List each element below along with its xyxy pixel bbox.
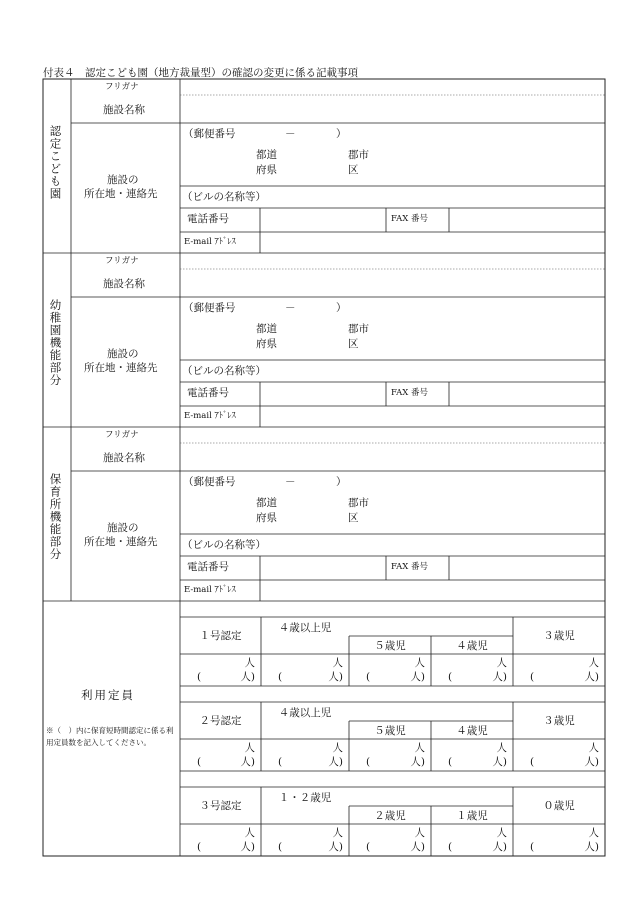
paren-open: ( xyxy=(197,671,202,683)
furigana-label: フリガナ xyxy=(105,430,139,440)
unit-label: 人 xyxy=(332,742,343,754)
capacity-note: ※（ ）内に保育短時間認定に係る利用定員数を記入してください。 xyxy=(46,726,174,747)
address-label-line2: 所在地・連絡先 xyxy=(84,536,158,548)
furigana-input[interactable] xyxy=(181,428,604,442)
postal-dash: － xyxy=(285,476,296,488)
paren-open: ( xyxy=(530,671,535,683)
tel-label: 電話番号 xyxy=(187,387,229,399)
furigana-label: フリガナ xyxy=(105,256,139,266)
age-class-label: ２歳児 xyxy=(374,810,406,822)
short-time-unit: 人) xyxy=(410,841,425,853)
building-label: （ビルの名称等） xyxy=(182,365,266,377)
facility-name-label: 施設名称 xyxy=(103,452,145,464)
unit-label: 人 xyxy=(244,742,255,754)
section-label: 幼稚園機能部分 xyxy=(48,299,63,387)
age-class-label: ５歳児 xyxy=(374,725,406,737)
postal-close: ） xyxy=(336,302,347,314)
facility-name-label: 施設名称 xyxy=(103,104,145,116)
prefecture-label-1: 都道 xyxy=(256,497,277,509)
address-label-line2: 所在地・連絡先 xyxy=(84,362,158,374)
short-time-unit: 人) xyxy=(492,756,507,768)
cert-type-label: １号認定 xyxy=(199,630,242,642)
short-time-unit: 人) xyxy=(328,756,343,768)
age-group-label: ４歳以上児 xyxy=(278,707,332,719)
paren-open: ( xyxy=(530,756,535,768)
fax-label: FAX 番号 xyxy=(391,388,429,398)
email-input[interactable] xyxy=(261,581,604,601)
tel-input[interactable] xyxy=(261,209,385,232)
paren-open: ( xyxy=(197,841,202,853)
short-time-unit: 人) xyxy=(328,671,343,683)
short-time-unit: 人) xyxy=(584,841,599,853)
email-input[interactable] xyxy=(261,407,604,427)
building-input[interactable] xyxy=(181,535,604,556)
building-input[interactable] xyxy=(181,187,604,208)
paren-open: ( xyxy=(448,671,453,683)
short-time-unit: 人) xyxy=(240,671,255,683)
age-class-label: ４歳児 xyxy=(456,640,488,652)
short-time-unit: 人) xyxy=(410,671,425,683)
unit-label: 人 xyxy=(332,827,343,839)
unit-label: 人 xyxy=(414,827,425,839)
tel-input[interactable] xyxy=(261,383,385,406)
age-group-label: ４歳以上児 xyxy=(278,622,332,634)
paren-open: ( xyxy=(278,756,283,768)
unit-label: 人 xyxy=(414,657,425,669)
cert-type-label: ２号認定 xyxy=(199,715,242,727)
building-label: （ビルの名称等） xyxy=(182,191,266,203)
unit-label: 人 xyxy=(588,657,599,669)
prefecture-label-1: 都道 xyxy=(256,323,277,335)
facility-name-input[interactable] xyxy=(181,444,604,471)
email-label: E-mail ｱﾄﾞﾚｽ xyxy=(184,411,236,421)
age-group-label: １・２歳児 xyxy=(278,792,332,804)
city-label-1: 郡市 xyxy=(348,323,369,335)
short-time-unit: 人) xyxy=(328,841,343,853)
city-label-2: 区 xyxy=(348,164,359,176)
short-time-unit: 人) xyxy=(240,841,255,853)
building-input[interactable] xyxy=(181,361,604,382)
short-time-unit: 人) xyxy=(492,841,507,853)
age-class-label: ３歳児 xyxy=(543,715,575,727)
fax-input[interactable] xyxy=(450,557,604,580)
postal-close: ） xyxy=(336,128,347,140)
email-label: E-mail ｱﾄﾞﾚｽ xyxy=(184,585,236,595)
postal-code-label: （郵便番号 xyxy=(183,128,236,140)
page-title: 付表４ 認定こども園（地方裁量型）の確認の変更に係る記載事項 xyxy=(43,67,358,79)
unit-label: 人 xyxy=(588,827,599,839)
postal-close: ） xyxy=(336,476,347,488)
unit-label: 人 xyxy=(414,742,425,754)
tel-input[interactable] xyxy=(261,557,385,580)
age-class-label: ０歳児 xyxy=(543,800,575,812)
fax-label: FAX 番号 xyxy=(391,562,429,572)
address-label-line1: 施設の xyxy=(107,174,139,186)
age-class-label: ４歳児 xyxy=(456,725,488,737)
address-label-line1: 施設の xyxy=(107,348,139,360)
facility-name-input[interactable] xyxy=(181,96,604,123)
unit-label: 人 xyxy=(244,827,255,839)
facility-name-input[interactable] xyxy=(181,270,604,297)
postal-dash: － xyxy=(285,302,296,314)
cert-type-label: ３号認定 xyxy=(199,800,242,812)
postal-dash: － xyxy=(285,128,296,140)
tel-label: 電話番号 xyxy=(187,213,229,225)
section-label: 認定こども園 xyxy=(48,125,63,200)
short-time-unit: 人) xyxy=(410,756,425,768)
age-class-label: ５歳児 xyxy=(374,640,406,652)
age-class-label: ３歳児 xyxy=(543,630,575,642)
address-label-line1: 施設の xyxy=(107,522,139,534)
city-label-2: 区 xyxy=(348,338,359,350)
address-input[interactable] xyxy=(181,124,604,186)
postal-code-label: （郵便番号 xyxy=(183,476,236,488)
paren-open: ( xyxy=(448,756,453,768)
fax-input[interactable] xyxy=(450,209,604,232)
facility-name-label: 施設名称 xyxy=(103,278,145,290)
unit-label: 人 xyxy=(496,742,507,754)
prefecture-label-2: 府県 xyxy=(256,338,277,350)
furigana-label: フリガナ xyxy=(105,82,139,92)
short-time-unit: 人) xyxy=(240,756,255,768)
prefecture-label-2: 府県 xyxy=(256,512,277,524)
paren-open: ( xyxy=(366,756,371,768)
city-label-2: 区 xyxy=(348,512,359,524)
address-input[interactable] xyxy=(181,472,604,534)
age-class-label: １歳児 xyxy=(456,810,488,822)
paren-open: ( xyxy=(197,756,202,768)
capacity-label: 利用定員 xyxy=(81,688,135,702)
section-label: 保育所機能部分 xyxy=(48,473,63,561)
fax-input[interactable] xyxy=(450,383,604,406)
city-label-1: 郡市 xyxy=(348,497,369,509)
fax-label: FAX 番号 xyxy=(391,214,429,224)
email-label: E-mail ｱﾄﾞﾚｽ xyxy=(184,237,236,247)
unit-label: 人 xyxy=(588,742,599,754)
furigana-input[interactable] xyxy=(181,80,604,94)
email-input[interactable] xyxy=(261,233,604,253)
building-label: （ビルの名称等） xyxy=(182,539,266,551)
unit-label: 人 xyxy=(496,827,507,839)
furigana-input[interactable] xyxy=(181,254,604,268)
short-time-unit: 人) xyxy=(492,671,507,683)
unit-label: 人 xyxy=(496,657,507,669)
unit-label: 人 xyxy=(332,657,343,669)
paren-open: ( xyxy=(366,671,371,683)
unit-label: 人 xyxy=(244,657,255,669)
city-label-1: 郡市 xyxy=(348,149,369,161)
address-label-line2: 所在地・連絡先 xyxy=(84,188,158,200)
paren-open: ( xyxy=(278,671,283,683)
paren-open: ( xyxy=(448,841,453,853)
short-time-unit: 人) xyxy=(584,756,599,768)
tel-label: 電話番号 xyxy=(187,561,229,573)
prefecture-label-2: 府県 xyxy=(256,164,277,176)
paren-open: ( xyxy=(366,841,371,853)
postal-code-label: （郵便番号 xyxy=(183,302,236,314)
address-input[interactable] xyxy=(181,298,604,360)
prefecture-label-1: 都道 xyxy=(256,149,277,161)
paren-open: ( xyxy=(278,841,283,853)
short-time-unit: 人) xyxy=(584,671,599,683)
paren-open: ( xyxy=(530,841,535,853)
